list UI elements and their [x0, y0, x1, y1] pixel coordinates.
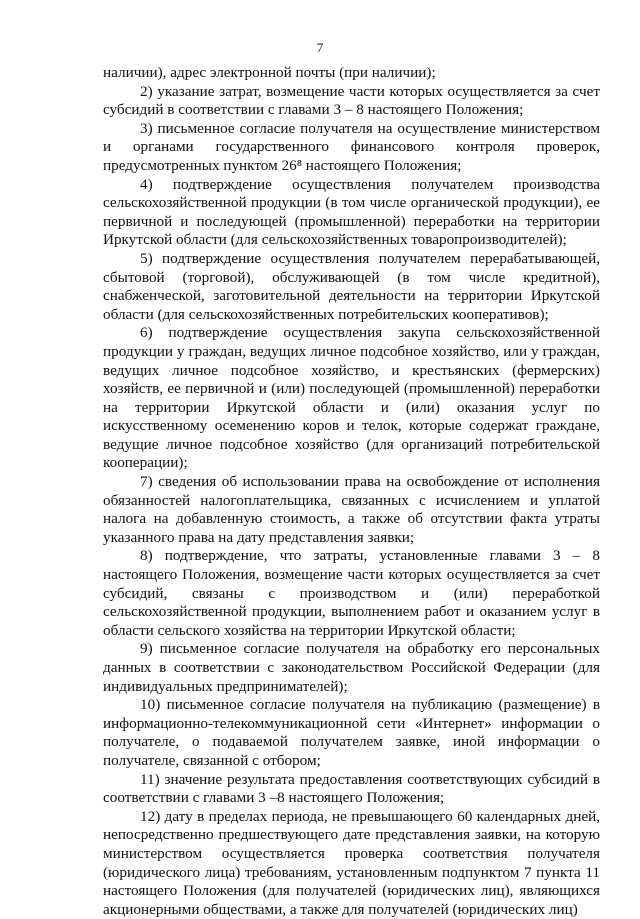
- paragraph-item: 2) указание затрат, возмещение части которых осуществляется за счет субсидий в соответствии с главами 3 – 8 настоящего Положения;: [103, 82, 600, 119]
- paragraph-item: 7) сведения об использовании права на освобождение от исполнения обязанностей налогоплательщика, связанных с исчислением и уплатой налога на добавленную стоимость, а также об отсутствии факта утраты указанного права на дату представления заявки;: [103, 473, 600, 546]
- document-body: [103, 64, 600, 919]
- paragraph-item: 9) письменное согласие получателя на обработку его персональных данных в соответствии с законодательством Российской Федерации (для индивидуальных предпринимателей);: [103, 640, 600, 695]
- paragraph-item: 11) значение результата предоставления соответствующих субсидий в соответствии с главами 3 –8 настоящего Положения;: [103, 770, 600, 807]
- paragraph-item: 4) подтверждение осуществления получателем производства сельскохозяйственной продукции (в том числе органической продукции), ее первичной и последующей (промышленной) переработки на территории Иркутской области (для сельскохозяйственных товаропроизводителей);: [103, 175, 600, 249]
- paragraph-item: 12) дату в пределах периода, не превышающего 60 календарных дней, непосредственно предшествующего дате представления заявки, на которую министерством осуществляется проверка соответствия получателя (юридического лица) требованиям, установленным подпунктом 7 пункта 11 настоящего Положения (для получателей (юридических лиц), являющихся акционерными обществами, а также для получателей (юридических лиц): [103, 807, 600, 918]
- paragraph-item: 6) подтверждение осуществления закупа сельскохозяйственной продукции у граждан, ведущих личное подсобное хозяйство, или у граждан, ведущих личное подсобное хозяйство, и крестьянских (фермерских) хозяйств, ее первичной и (или) последующей (промышленной) переработки на территории Иркутской области и (или) оказания услуг по искусственному осеменению коров и телок, которые содержат граждане, ведущие личное подсобное хозяйство (для организаций потребительской кооперации);: [103, 324, 600, 472]
- paragraph-item: наличии), адрес электронной почты (при наличии);: [103, 64, 436, 81]
- paragraph-item: 10) письменное согласие получателя на публикацию (размещение) в информационно-телекоммуникационной сети «Интернет» информации о получателе, о подаваемой получателем заявке, иной информации о получателе, связанной с отбором;: [103, 696, 600, 769]
- paragraph-item: 8) подтверждение, что затраты, установленные главами 3 – 8 настоящего Положения, возмещение части которых осуществляется за счет субсидий, связаны с производством и (или) переработкой сельскохозяйственной продукции, выполнением работ и оказанием услуг в области сельского хозяйства на территории Иркутской области;: [103, 547, 600, 639]
- page-number: 7: [316, 40, 324, 55]
- paragraph-item: 5) подтверждение осуществления получателем перерабатывающей, сбытовой (торговой), обслуживающей (в том числе кредитной), снабженческой, заготовительной деятельности на территории Иркутской области (для сельскохозяйственных потребительских кооперативов);: [103, 249, 600, 323]
- paragraph-item: 3) письменное согласие получателя на осуществление министерством и органами государственного финансового контроля проверок, предусмотренных пунктом 26⁸ настоящего Положения;: [103, 119, 600, 174]
